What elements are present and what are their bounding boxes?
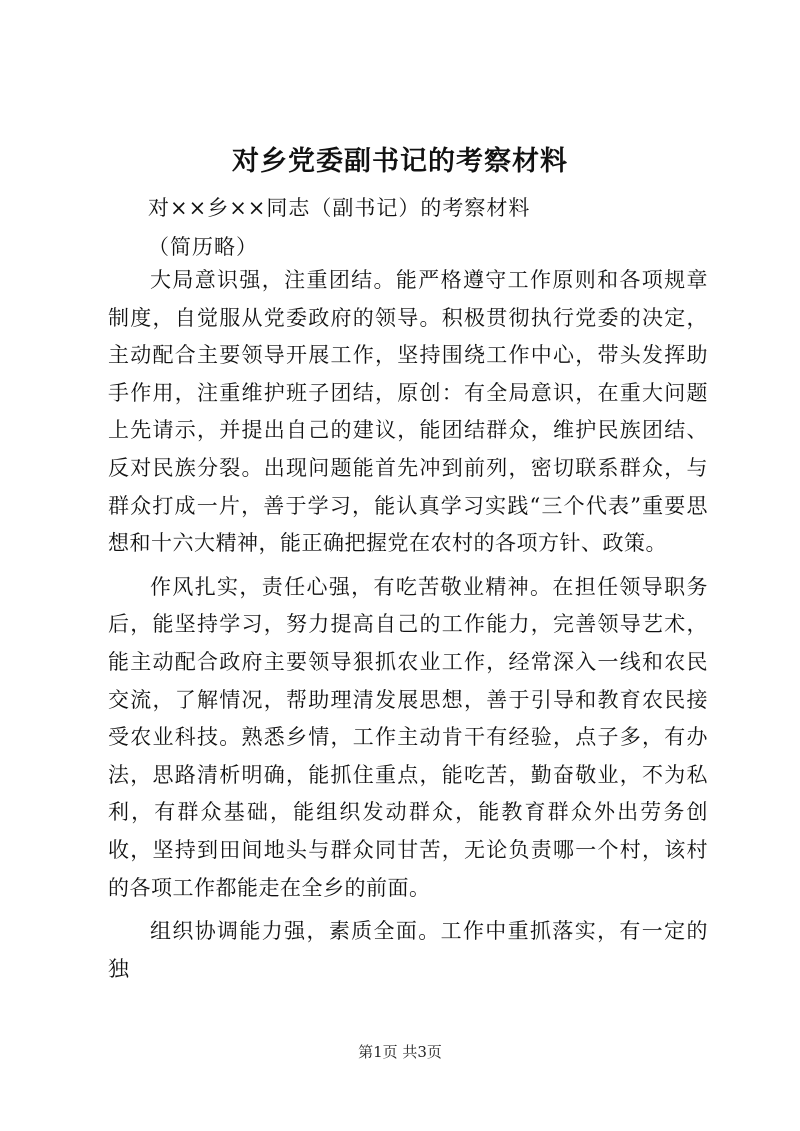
document-subtitle: 对××乡××同志（副书记）的考察材料 <box>148 196 531 220</box>
body-paragraph: 组织协调能力强，素质全面。工作中重抓落实，有一定的独 <box>108 919 708 981</box>
body-paragraph: 大局意识强，注重团结。能严格遵守工作原则和各项规章制度，自觉服从党委政府的领导。积极贯彻执行党委的决定，主动配合主要领导开展工作，坚持围绕工作中心，带头发挥助手作用，注重维护班子团结，原创：有全局意识，在重大问题上先请示，并提出自己的建议，能团结群众，维护民族团结、反对民族分裂。出现问题能首先冲到前列，密切联系群众，与群众打成一片，善于学习，能认真学习实践“三个代表”重要思想和十六大精神，能正确把握党在农村的各项方针、政策。 <box>108 268 708 556</box>
document-body <box>108 262 708 994</box>
page-indicator: 第1页 共3页 <box>358 1043 442 1061</box>
document-title: 对乡党委副书记的考察材料 <box>232 146 568 177</box>
body-paragraph: 作风扎实，责任心强，有吃苦敬业精神。在担任领导职务后，能坚持学习，努力提高自己的工作能力，完善领导艺术，能主动配合政府主要领导狠抓农业工作，经常深入一线和农民交流，了解情况，帮助理清发展思想，善于引导和教育农民接受农业科技。熟悉乡情，工作主动肯干有经验，点子多，有办法，思路清析明确，能抓住重点，能吃苦，勤奋敬业，不为私利，有群众基础，能组织发动群众，能教育群众外出劳务创收，坚持到田间地头与群众同甘苦，无论负责哪一个村，该村的各项工作都能走在全乡的前面。 <box>108 574 708 900</box>
resume-omitted-note: （简历略） <box>148 235 258 259</box>
